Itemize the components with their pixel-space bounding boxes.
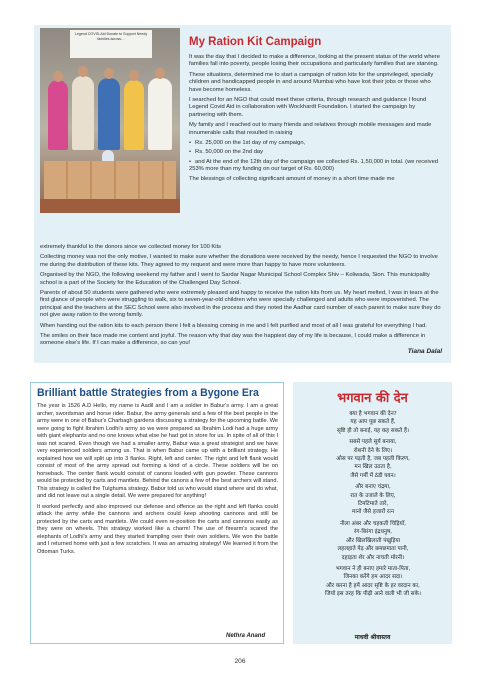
photo-banner: Legend COVID-Aid Donate to Support Needy families across…	[70, 30, 152, 58]
poem-stanza	[298, 483, 448, 517]
poem-line: क्या है भगवान की देन?	[349, 411, 397, 417]
paragraph: Parents of about 50 students were gathered who were extremely pleased and happy to receive the ration kits from us. My heart melted, I was in tears at the first glance of people who were struggling to walk, six to seven-year-old children who were specially challenged and adults who were impoverished. The principal and the teachers at the SEC School were also involved in the process and they noted the Aadhar card number of each parent to make sure they do not give away ration to the wrong family.	[40, 290, 441, 319]
poem-line: यह आप पूछ सकते हैं,	[350, 419, 396, 426]
poem-line: रोशनी देने के लिए।	[353, 447, 393, 454]
article-body-right-column	[189, 54, 442, 183]
list-item: • Rs. 25,000 on the 1st day of my campaign,	[189, 140, 442, 147]
poem-line: जिनका करेंगे हम आदर सदा।	[343, 574, 403, 581]
poem-line: सबसे पहले सूर्य बनाया,	[349, 439, 397, 446]
paragraph: It was the day that I decided to make a difference, looking at the present status of the world where families fall into poverty, people losing their occupations and particularly families that are starving.	[189, 54, 440, 68]
poem-stanza	[298, 410, 448, 435]
paragraph: My family and I reached out to many friends and relatives through mobile messages and made innumerable calls that resulted in raising	[189, 122, 432, 136]
paragraph: extremely thankful to the donors since we collected money for 100 Kits	[40, 244, 222, 250]
list-item: • and At the end of the 12th day of the campaign we collected Rs. 1,50,000 in total. (we received 253% more than my funding on our target of Rs. 60,000)	[189, 159, 442, 174]
poem-stanza	[298, 520, 448, 562]
author-signature: Tiana Dalal	[407, 348, 442, 355]
paragraph: The year is 1526 A.D Hello, my name is Aadil and I am a soldier in Babur's army. I am a great archer, swordsman and horse rider. Babur, the army generals and a few of the best people in the army were in one of Babur's Charbagh gardens discussing a strategy for the upcoming battle. We were going to fight Ibrahim Lodhi's army so we were prepared as Ibrahim Lodi had a huge army with giant elephants and no one knows what else he had got in store for us. In spite of all of this I was not scared. Even though we had a smaller army, Babur was a great strategist and we have very experienced soldiers among us. That is when Babur came up with a brilliant strategy. He explained how we will split up into 3 flanks. Right, left and center. The right and left flank would consist of most of the army spread out forming a kind of a circle. These soldiers will be on horseback. The center flank would consist of canons loaded with gun powder. These cannons would be protected by carts and mantlets. Behind the canons a few of the best archers will stand. This strategy is called the Tulghuma strategy. Babur told us who would stand where and do what, and did not leave out a single detail. We were prepared for anything!	[37, 403, 279, 499]
paragraph: It worked perfectly and also improved our defense and offence as the right and left flanks could attack the army while the cannons and archers could keep shooting cannons and still be protected by the carts and mantlets. We could even re-position the carts and cannons easily as they were on wheels. This strategy worked like a charm! The use of firearm's scared the elephants of Lodhi's army and they started trampling over their own soldiers. We won the battle and I returned home with just a few scratches. It was an amazing strategy! We learned it from the Ottoman Turks.	[37, 503, 278, 555]
poem-line: नीला अंबर और चहकती चिड़ियाँ,	[339, 520, 407, 527]
paragraph: The blessings of collecting significant amount of money in a short time made me	[189, 175, 395, 182]
paragraph: The smiles on their face made me content and joyful. The reason why that day was the happiest day of my life is because, I could make a difference in someone else's life. If I can make a difference, so can you!	[40, 333, 426, 347]
fundraising-list	[189, 140, 442, 174]
poem-line: टिमटिमाते तारे,	[357, 501, 389, 508]
poem-line: और करना है हमें आदर सृष्टि के हर वरदान का,	[326, 582, 420, 589]
poem-line: और खिलखिलाती पंखुड़िया	[345, 537, 401, 544]
ration-kit-boxes	[44, 161, 176, 199]
poem-line: और बनाए चंद्रमा,	[355, 484, 391, 491]
poem-stanza	[298, 565, 448, 599]
article-body-full-width	[40, 244, 444, 351]
poem-author: माधवी श्रीवास्तव	[354, 634, 391, 641]
poem-line: लहलहाते पेड़ और छमछमाता पानी,	[337, 546, 409, 553]
page-number: 206	[234, 658, 246, 665]
poem-line: दहाड़ता शेर और नाचती मोरनी।	[341, 554, 405, 561]
poem-line: भगवान ने ही बनाए हमारे माता-पिता,	[335, 565, 411, 572]
poem-title: भगवान की देन	[337, 391, 408, 406]
article-title: My Ration Kit Campaign	[189, 36, 322, 48]
poem-line: सृष्टि ही तो बनाई, यह कह सकते हैं।	[336, 427, 410, 434]
campaign-photo	[40, 28, 180, 213]
paragraph: Collecting money was not the only motive, I wanted to make sure whether the donations were received by the needy, hence I requested the NGO to involve me during the distribution of these kits. They agreed to my request and were more than happy to have more volunteers.	[40, 254, 438, 268]
poem-line: जियो इस तरह कि पीढ़ी आने वाली भी जी सके।	[324, 591, 422, 598]
paragraph: I searched for an NGO that could meet these criteria, through research and guidance I found Legend Covid Aid in collaboration with Wockhardt Foundation. I started the campaign by partnering with them.	[189, 97, 427, 118]
poem-stanza	[298, 438, 448, 480]
paragraph: When handing out the ration kits to each person there I felt a blessing coming in me and I felt purified and most of all I was grateful for everything I had.	[40, 322, 427, 329]
poem-body	[298, 410, 448, 602]
poem-line: ओस पर पड़ती है, जब पहली किरण,	[336, 456, 410, 463]
paragraph: Organised by the NGO, the following weekend my father and I went to Sardar Nagar Municipal School Complex Shiv – Koliwada, Sion. This municipality school is a part of the Society for the Education of the Challenged Day School.	[40, 272, 430, 286]
poem-line: जैसे गर्मी में ठंडी पवन।	[350, 472, 396, 479]
poem-line: रात के उजाले के लिए,	[350, 492, 396, 499]
paragraph: These situations, determined me to start a campaign of ration kits for the unprivileged, specially children and handicapped people in and around Mumbai who have lost their jobs or those who have become homeless.	[189, 71, 434, 93]
article-title: Brilliant battle Strategies from a Bygone Era	[37, 387, 259, 399]
poem-line: मन खिल उठता है,	[354, 464, 392, 471]
author-signature: Nethra Anand	[226, 633, 266, 639]
list-item: • Rs. 50,000 on the 2nd day	[189, 149, 442, 156]
poem-line: रंग-बिरंगा इंद्रधनुष,	[353, 529, 393, 536]
poem-line: मानो जैसे हजारों रत्न	[351, 509, 395, 516]
article-body	[37, 403, 278, 559]
